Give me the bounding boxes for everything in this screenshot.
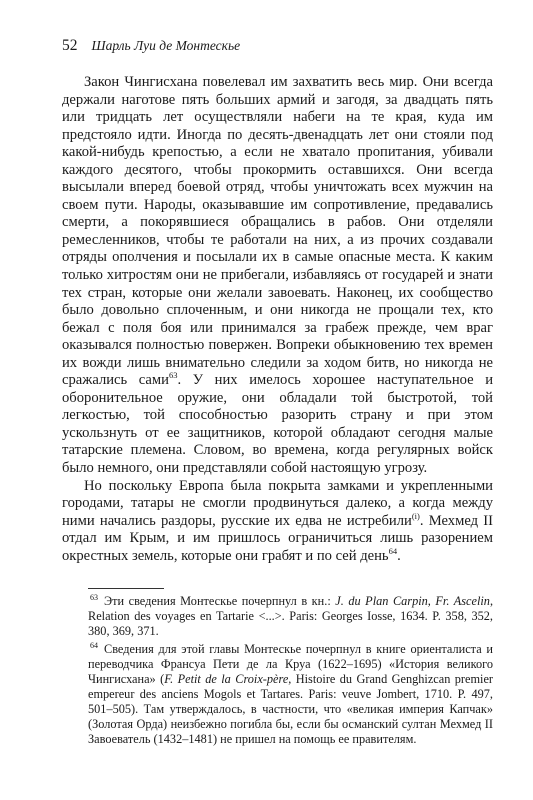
paragraph	[62, 74, 493, 478]
paragraph-text: . У них имелось хорошее наступательное и оборонительное оружие, они обладали той быстротой, той легкостью, той способностью разорить страну и при этом ускользнуть от ее защитников, которой обладают сегодня малые татарские племена. Словом, во времена, когда регулярных войск было немного, они представляли собой настоящую угрозу.	[62, 372, 494, 477]
paragraph-text: Закон Чингисхана повелевал им захватить весь мир. Они всегда держали наготове пять больших армий и загодя, за двадцать пять или тридцать лет осуществляли набеги на те края, куда им предстояло идти. Иногда по десять-двенадцать лет они стояли под какой-нибудь крепостью, а если не хватало пропитания, убивали каждого десятого, чтобы прокормить оставшихся. Они всегда высылали вперед боевой отряд, чтобы уничтожать всех мужчин на своем пути. Народы, оказывавшие им сопротивление, предавались смерти, а покорявшиеся обращались в рабов. Они отделяли ремесленников, чтобы те работали на них, а из прочих создавали отряды ополчения и посылали их в самые опасные места. К каким только хитростям они не прибегали, избавляясь от государей и знати тех стран, которые они желали завоевать. Наконец, их сообщество было довольно сплоченным, и они никогда не прощали тех, кто бежал с поля боя или принимался за грабеж прежде, чем враг оказывался полностью повержен. Вопреки обыкновению тех времен их вожди лишь внимательно следили за ходом битв, но никогда не сражались сами	[62, 74, 493, 389]
footnote	[88, 642, 493, 747]
footnote-number: 64	[90, 640, 98, 650]
footnote-number: 63	[90, 592, 98, 602]
paragraph-text: .	[397, 547, 401, 564]
footnote-separator	[88, 588, 164, 589]
footnote-text: Сведения для этой главы Монтескье почерпнул в книге ориенталиста и переводчика Франсуа Пети де ла Круа (1622–1695) «История великого Чингисхана» (	[88, 642, 493, 686]
running-title: Шарль Луи де Монтескье	[91, 38, 241, 53]
footnote-text: , Relation des voyages en Tartarie <...>. Paris: Georges Iosse, 1634. P. 358, 352, 380, 369, 371.	[88, 594, 494, 638]
footnote-author: F. Petit de la Croix-père	[164, 672, 289, 686]
page-number: 52	[62, 37, 78, 54]
footnote-author: J. du Plan Carpin, Fr. Ascelin	[335, 594, 490, 608]
running-header	[62, 37, 240, 61]
paragraph-text: . Мехмед II отдал им Крым, и им пришлось ограничиться лишь разорением окрестных земель, которые они грабят и по сей день	[62, 512, 493, 564]
endnote-reference[interactable]: (i)	[411, 510, 420, 521]
footnote-reference[interactable]: 63	[168, 370, 178, 381]
footnotes	[88, 594, 493, 750]
footnote	[88, 594, 493, 639]
paragraph	[62, 478, 493, 566]
footnote-text: , Histoire du Grand Genghizcan premier empereur des anciens Mogols et Tartares. Paris: veuve Jombert, 1710. P. 497, 501–505). Там утверждалось, в частности, что «великая империя Капчак» (Золотая Орда) неизбежно погибла бы, если бы османский султан Мехмед II Завоеватель (1432–1481) не пришел на помощь ее правителям.	[88, 672, 493, 746]
main-text	[62, 74, 493, 565]
paragraph-text: Но поскольку Европа была покрыта замками и укрепленными городами, татары не смогли продвинуться далеко, а когда между ними начались раздоры, русские их едва не истребили	[62, 477, 493, 529]
footnote-reference[interactable]: 64	[388, 545, 398, 556]
footnote-text: Эти сведения Монтескье почерпнул в кн.:	[104, 594, 336, 608]
